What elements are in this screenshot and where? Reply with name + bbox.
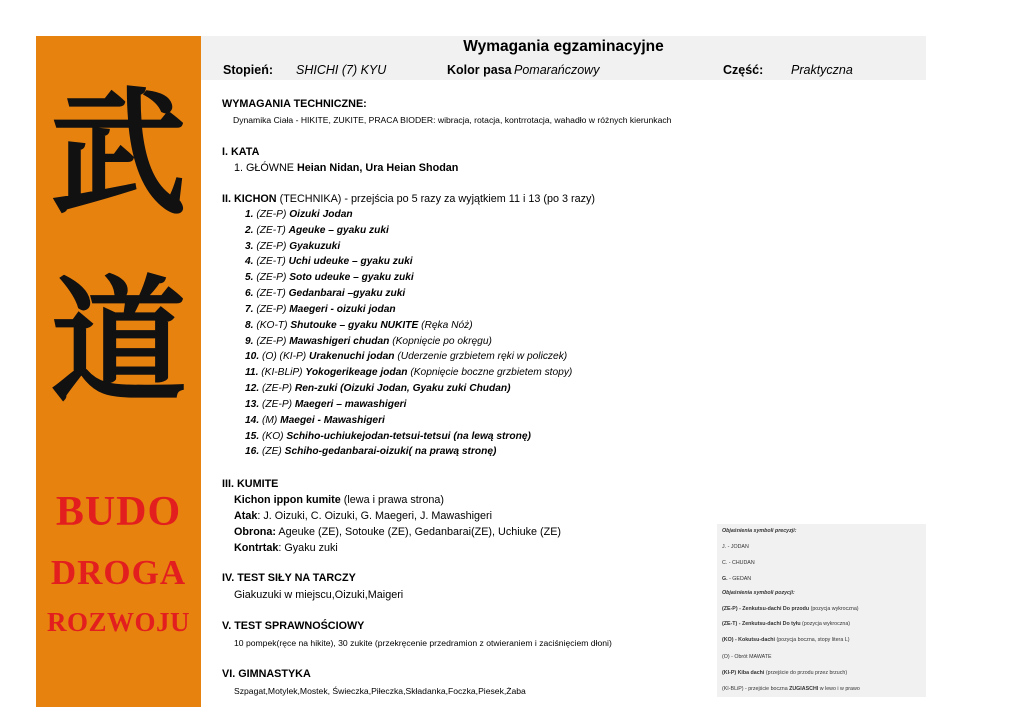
kichon-item-name: Ageuke – gyaku zuki: [288, 224, 389, 236]
legend-ko-bold: (KO) - Kokutsu-dachi: [722, 637, 775, 643]
kichon-item: [245, 320, 473, 331]
kichon-item-code: (O) (KI-P): [262, 351, 307, 363]
kichon-item-code: (ZE): [262, 446, 282, 458]
kichon-item-name: Maegeri - oizuki jodan: [289, 303, 396, 315]
kichon-item-code: (ZE-P): [262, 398, 293, 410]
technical-heading: WYMAGANIA TECHNICZNE:: [222, 98, 367, 110]
kichon-item-number: 11.: [245, 367, 259, 379]
symbols-legend: [717, 524, 926, 697]
page-title: Wymagania egzaminacyjne: [463, 38, 664, 55]
kata-item: [234, 162, 458, 174]
kumite-line-3: [234, 526, 561, 538]
kichon-item: [245, 272, 414, 283]
kichon-item-number: 3.: [245, 240, 254, 252]
legend-gedan-bold: G.: [722, 576, 728, 582]
brand-rozwoju: ROZWOJU: [46, 607, 190, 637]
kumite-line-1: [234, 494, 444, 506]
legend-o: (O) - Obrót MAWATE: [722, 654, 772, 660]
legend-chudan: C. - CHUDAN: [722, 560, 755, 566]
kichon-item-name: Uchi udeuke – gyaku zuki: [288, 256, 413, 268]
kichon-heading: [222, 193, 595, 205]
legend-ko-rest: (pozycja boczna, stopy litera L): [774, 637, 850, 643]
legend-ki-blip-bold: ZUGIASCHI: [789, 686, 819, 692]
kumite-l1-rest: (lewa i prawa strona): [340, 494, 444, 506]
kichon-item-name: Urakenuchi jodan: [309, 351, 395, 363]
degree-label: Stopień:: [223, 63, 273, 77]
kanji-bu: 武: [50, 74, 187, 234]
brand-droga: DROGA: [50, 553, 187, 592]
kichon-item-number: 6.: [245, 288, 254, 300]
legend-gedan-rest: - GEDAN: [727, 576, 752, 582]
gym-heading: VI. GIMNASTYKA: [222, 668, 311, 680]
kata-prefix: 1. GŁÓWNE: [234, 162, 297, 174]
kichon-item-code: (ZE-P): [262, 383, 293, 395]
legend-ki-p-rest: (przejście do przodu przez brzuch): [764, 670, 848, 676]
legend-ki-blip-rest: w lewo i w prawo: [818, 686, 860, 692]
kichon-item: [245, 225, 389, 236]
kumite-line-4: [234, 542, 338, 554]
kichon-item-code: (ZE-P): [256, 335, 287, 347]
kichon-item-code: (ZE-P): [256, 272, 287, 284]
kumite-l3-bold: Obrona:: [234, 526, 276, 538]
kichon-item-code: (ZE-T): [256, 256, 286, 268]
legend-ze-t-bold: (ZE-T) - Zenkutsu-dachi Do tyłu: [722, 621, 801, 627]
kichon-item-name: Soto udeuke – gyaku zuki: [289, 272, 414, 284]
kichon-item: [245, 256, 413, 267]
belt-label: Kolor pasa: [447, 63, 512, 77]
kichon-item-number: 5.: [245, 272, 254, 284]
legend-ko: [722, 637, 849, 643]
kata-names: Heian Nidan, Ura Heian Shodan: [297, 162, 459, 174]
brand-budo: BUDO: [55, 489, 182, 535]
legend-position-title: Objaśnienia symboli pozycji:: [722, 590, 795, 596]
technical-text: Dynamika Ciała - HIKITE, ZUKITE, PRACA BIODER: wibracja, rotacja, kontrrotacja, wahadło w różnych kierunkach: [233, 115, 672, 125]
kata-heading: I. KATA: [222, 146, 260, 158]
legend-ze-t-rest: (pozycja wykroczna): [800, 621, 851, 627]
kichon-item: [245, 351, 567, 362]
kichon-item-code: (M): [262, 414, 278, 426]
legend-jodan: J. - JODAN: [722, 544, 749, 550]
kichon-item-code: (KO-T): [256, 319, 288, 331]
kichon-item: [245, 446, 496, 457]
kichon-item-name: Yokogerikeage jodan: [305, 367, 408, 379]
kumite-l4-bold: Kontrtak: [234, 542, 279, 554]
kichon-item: [245, 399, 406, 410]
kumite-l1-bold: Kichon ippon kumite: [234, 494, 341, 506]
kichon-item: [245, 431, 531, 442]
degree-value: SHICHI (7) KYU: [296, 63, 387, 77]
kichon-item-number: 1.: [245, 209, 254, 220]
kichon-item-name: Schiho-gedanbarai-oizuki( na prawą stronę): [284, 446, 497, 458]
strength-heading: IV. TEST SIŁY NA TARCZY: [222, 572, 356, 584]
kichon-item: [245, 288, 405, 299]
legend-ze-p-rest: (pozycja wykroczna): [809, 606, 859, 612]
fitness-text: 10 pompek(ręce na hikite), 30 zukite (przekręcenie przedramion z otwieraniem i zaciśnięciem dłoni): [234, 638, 612, 648]
kichon-item-number: 12.: [245, 383, 260, 395]
kichon-item-note: (Kopnięcie boczne grzbietem stopy): [410, 367, 573, 379]
belt-value: Pomarańczowy: [514, 63, 600, 77]
kichon-item-number: 2.: [245, 224, 254, 236]
kichon-item-name: Oizuki Jodan: [289, 209, 353, 220]
kumite-l3-rest: Ageuke (ZE), Sotouke (ZE), Gedanbarai(ZE), Uchiuke (ZE): [276, 526, 562, 538]
kichon-item-name: Shutouke – gyaku NUKITE: [290, 319, 419, 331]
strength-text: Giakuzuki w miejscu,Oizuki,Maigeri: [234, 589, 404, 601]
kichon-item-number: 13.: [245, 398, 260, 410]
kichon-item-note: (Ręka Nóż): [421, 319, 473, 331]
kichon-item-number: 14.: [245, 414, 260, 426]
kichon-item-code: (ZE-P): [256, 240, 287, 252]
kichon-item-note: (Uderzenie grzbietem ręki w policzek): [397, 351, 568, 363]
part-label: Część:: [723, 63, 764, 77]
kanji-do: 道: [50, 262, 187, 422]
kichon-item: [245, 304, 396, 315]
kumite-l2-rest: : J. Oizuki, C. Oizuki, G. Maegeri, J. Mawashigeri: [257, 510, 493, 522]
kichon-item-code: (KI-BLiP): [261, 367, 303, 379]
kumite-line-2: [234, 510, 492, 522]
kichon-item-number: 4.: [245, 256, 254, 268]
gym-text: Szpagat,Motylek,Mostek, Świeczka,Piłeczka,Składanka,Foczka,Piesek,Żaba: [234, 686, 526, 696]
legend-ki-p: [722, 670, 847, 676]
kichon-item: [245, 415, 385, 426]
legend-precision-title: Objaśnienia symboli precyzji:: [722, 528, 797, 534]
kichon-item: [245, 209, 353, 220]
kichon-item-code: (ZE-P): [256, 209, 287, 220]
kichon-item-name: Maegei - Mawashigeri: [280, 414, 385, 426]
legend-ki-blip-pre: (KI-BLiP) - przejście boczna: [722, 686, 790, 692]
kichon-item-number: 16.: [245, 446, 260, 458]
kichon-item-code: (ZE-P): [256, 303, 287, 315]
kumite-l2-bold: Atak: [234, 510, 258, 522]
kichon-item-number: 8.: [245, 319, 254, 331]
kichon-heading-rest: (TECHNIKA) - przejścia po 5 razy za wyjątkiem 11 i 13 (po 3 razy): [276, 193, 595, 205]
legend-gedan: [722, 576, 751, 582]
kumite-heading: III. KUMITE: [222, 478, 279, 490]
kichon-item-name: Gyakuzuki: [289, 240, 341, 252]
kichon-item-note: (Kopnięcie po okręgu): [392, 335, 492, 347]
kumite-l4-rest: : Gyaku zuki: [278, 542, 338, 554]
kichon-item: [245, 367, 572, 378]
kichon-item: [245, 336, 492, 347]
kichon-item-code: (KO): [262, 430, 284, 442]
kichon-item-code: (ZE-T): [256, 224, 286, 236]
legend-ki-blip: [722, 686, 860, 692]
exam-header: [201, 36, 926, 80]
kichon-item-name: Maegeri – mawashigeri: [294, 398, 407, 410]
kichon-heading-bold: II. KICHON: [222, 193, 277, 205]
legend-ki-p-bold: (KI-P) Kiba dachi: [722, 670, 765, 676]
kichon-item: [245, 383, 511, 394]
part-value: Praktyczna: [791, 63, 853, 77]
kichon-item-number: 9.: [245, 335, 254, 347]
kichon-item-name: Mawashigeri chudan: [289, 335, 390, 347]
legend-ze-t: [722, 621, 850, 627]
kichon-item-number: 10.: [245, 351, 260, 363]
sidebar-banner: [36, 36, 201, 707]
kichon-item-name: Gedanbarai –gyaku zuki: [288, 288, 406, 300]
kichon-item-name: Ren-zuki (Oizuki Jodan, Gyaku zuki Chudan): [294, 383, 511, 395]
legend-ze-p-bold: (ZE-P) - Zenkutsu-dachi Do przodu: [722, 606, 810, 612]
kichon-item-number: 15.: [245, 430, 260, 442]
legend-ze-p: [722, 606, 859, 612]
fitness-heading: V. TEST SPRAWNOŚCIOWY: [222, 620, 365, 632]
kichon-item-number: 7.: [245, 303, 254, 315]
kichon-item: [245, 241, 340, 252]
kichon-item-code: (ZE-T): [256, 288, 286, 300]
kichon-item-name: Schiho-uchiukejodan-tetsui-tetsui (na lewą stronę): [286, 430, 531, 442]
